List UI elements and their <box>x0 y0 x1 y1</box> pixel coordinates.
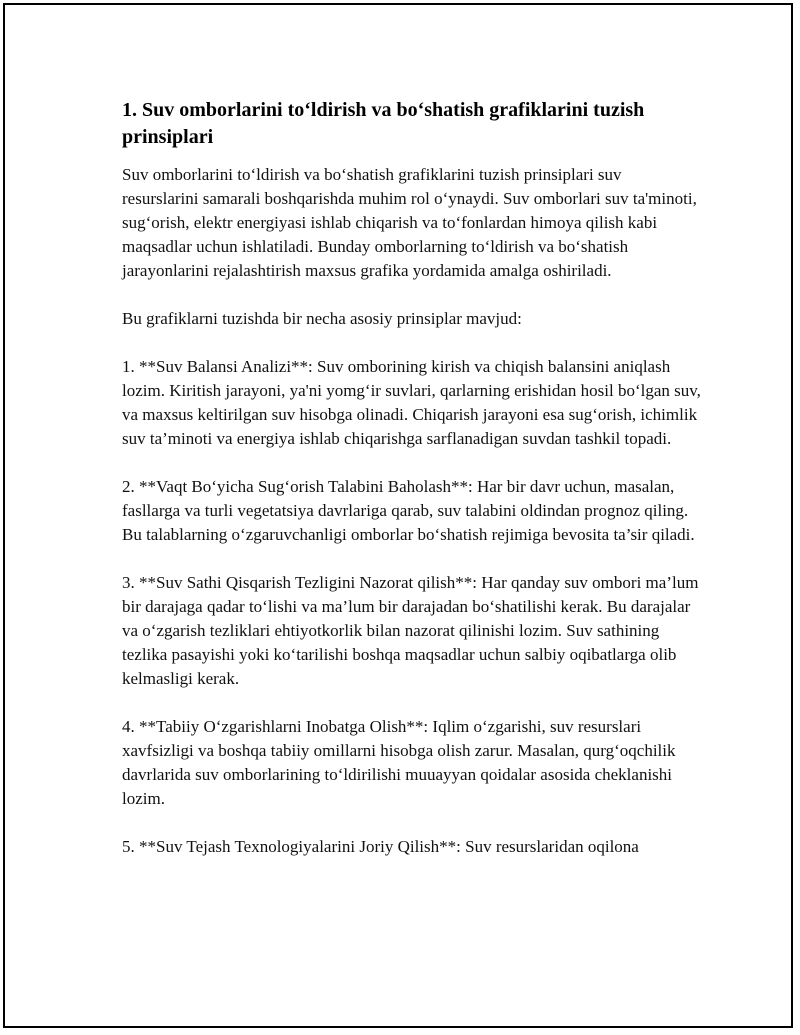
document-title: 1. Suv omborlarini to‘ldirish va bo‘shatish grafiklarini tuzish prinsiplari <box>122 99 645 148</box>
paragraph-principle-1: 1. **Suv Balansi Analizi**: Suv omborining kirish va chiqish balansini aniqlash lozim. Kiritish jarayoni, ya'ni yomg‘ir suvlari, qarlarning erishidan hosil bo‘lgan suv, va maxsus keltirilgan suv hisobga olinadi. Chiqarish jarayoni esa sug‘orish, ichimlik suv ta’minoti va energiya ishlab chiqarishga sarflanadigan suvdan tashkil topadi. <box>122 357 701 448</box>
paragraph-intro: Suv omborlarini to‘ldirish va bo‘shatish grafiklarini tuzish prinsiplari suv resurslarini samarali boshqarishda muhim rol o‘ynaydi. Suv omborlari suv ta'minoti, sug‘orish, elektr energiyasi ishlab chiqarish va to‘fonlardan himoya qilish kabi maqsadlar uchun ishlatiladi. Bunday omborlarning to‘ldirish va bo‘shatish jarayonlarini rejalashtirish maxsus grafika yordamida amalga oshiriladi. <box>122 165 697 280</box>
paragraph-principle-2: 2. **Vaqt Bo‘yicha Sug‘orish Talabini Baholash**: Har bir davr uchun, masalan, fasllarga va turli vegetatsiya davrlariga qarab, suv talabini oldindan prognoz qiling. Bu talablarning o‘zgaruvchanligi omborlar bo‘shatish rejimiga bevosita ta’sir qiladi. <box>122 477 695 544</box>
document-body <box>122 97 702 883</box>
paragraph-principle-4: 4. **Tabiiy O‘zgarishlarni Inobatga Olish**: Iqlim o‘zgarishi, suv resurslari xavfsizligi va boshqa tabiiy omillarni hisobga olish zarur. Masalan, qurg‘oqchilik davrlarida suv omborlarining to‘ldirilishi muuayyan qoidalar asosida cheklanishi lozim. <box>122 717 676 808</box>
page-frame <box>3 3 793 1028</box>
paragraph-principle-5: 5. **Suv Tejash Texnologiyalarini Joriy Qilish**: Suv resurslaridan oqilona <box>122 837 639 856</box>
paragraph-principles-lead: Bu grafiklarni tuzishda bir necha asosiy prinsiplar mavjud: <box>122 309 522 328</box>
paragraph-principle-3: 3. **Suv Sathi Qisqarish Tezligini Nazorat qilish**: Har qanday suv ombori ma’lum bir darajaga qadar to‘lishi va ma’lum bir darajadan bo‘shatilishi kerak. Bu darajalar va o‘zgarish tezliklari ehtiyotkorlik bilan nazorat qilinishi lozim. Suv sathining tezlika pasayishi yoki ko‘tarilishi boshqa maqsadlar uchun salbiy oqibatlarga olib kelmasligi kerak. <box>122 573 699 688</box>
